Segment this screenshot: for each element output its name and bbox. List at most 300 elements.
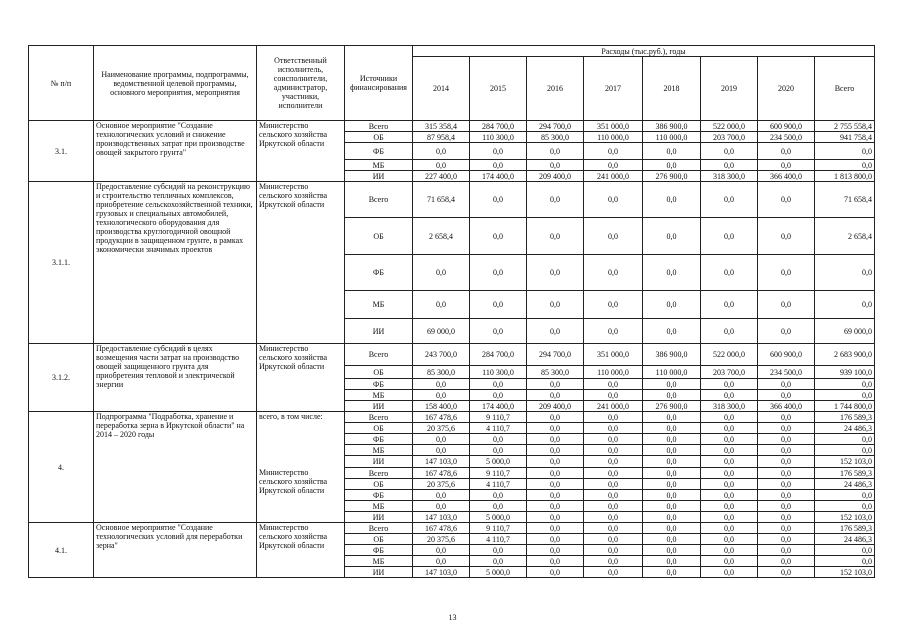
expense-value: 147 103,0	[413, 456, 470, 468]
expense-value: 0,0	[643, 434, 701, 445]
expense-value: 9 110,7	[470, 412, 527, 423]
header-num: № п/п	[29, 46, 94, 121]
expense-value: 0,0	[758, 412, 815, 423]
expense-value: 0,0	[470, 490, 527, 501]
expense-value: 5 000,0	[470, 567, 527, 578]
year-header: 2020	[758, 57, 815, 121]
expense-value: 0,0	[527, 423, 584, 434]
row-executor: Министерство сельского хозяйства Иркутской области	[257, 121, 345, 182]
expense-value: 174 400,0	[470, 171, 527, 182]
expense-total: 2 658,4	[815, 218, 875, 255]
expense-value: 243 700,0	[413, 344, 470, 366]
expense-value: 227 400,0	[413, 171, 470, 182]
expense-value: 0,0	[643, 556, 701, 567]
expense-value: 0,0	[643, 512, 701, 523]
funding-source: Всего	[345, 121, 413, 132]
expense-value: 20 375,6	[413, 423, 470, 434]
expense-value: 0,0	[527, 182, 584, 218]
expense-value: 71 658,4	[413, 182, 470, 218]
header-expenses: Расходы (тыс.руб.), годы	[413, 46, 875, 57]
expense-value: 0,0	[758, 479, 815, 490]
expense-value: 0,0	[758, 434, 815, 445]
expense-value: 0,0	[413, 545, 470, 556]
expense-total: 24 486,3	[815, 423, 875, 434]
expense-value: 85 300,0	[527, 132, 584, 143]
total-header: Всего	[815, 57, 875, 121]
funding-source: ОБ	[345, 366, 413, 379]
expense-value: 0,0	[701, 490, 758, 501]
expense-total: 0,0	[815, 379, 875, 390]
funding-source: МБ	[345, 390, 413, 401]
expense-value: 0,0	[527, 479, 584, 490]
expense-value: 85 300,0	[413, 366, 470, 379]
expense-total: 0,0	[815, 501, 875, 512]
expense-total: 0,0	[815, 160, 875, 171]
expense-value: 276 900,0	[643, 401, 701, 412]
row-number: 3.1.2.	[29, 344, 94, 412]
expense-value: 0,0	[758, 512, 815, 523]
expense-value: 0,0	[643, 423, 701, 434]
expense-value: 276 900,0	[643, 171, 701, 182]
expense-total: 176 589,3	[815, 412, 875, 423]
expense-value: 167 478,6	[413, 468, 470, 479]
expense-value: 0,0	[701, 379, 758, 390]
expense-value: 0,0	[701, 255, 758, 291]
expense-value: 0,0	[584, 445, 643, 456]
expense-value: 0,0	[584, 456, 643, 468]
expense-total: 0,0	[815, 255, 875, 291]
expense-value: 0,0	[584, 534, 643, 545]
expense-value: 0,0	[413, 379, 470, 390]
expense-value: 0,0	[470, 160, 527, 171]
expense-value: 9 110,7	[470, 468, 527, 479]
expense-total: 71 658,4	[815, 182, 875, 218]
expense-value: 0,0	[527, 468, 584, 479]
expense-value: 0,0	[527, 379, 584, 390]
expense-value: 0,0	[470, 182, 527, 218]
expense-value: 0,0	[584, 182, 643, 218]
header-name: Наименование программы, подпрограммы, ведомственной целевой программы, основного мероприятия, мероприятия	[94, 46, 257, 121]
expense-value: 0,0	[701, 143, 758, 160]
expense-value: 0,0	[584, 218, 643, 255]
expense-total: 24 486,3	[815, 534, 875, 545]
table-row	[29, 523, 875, 534]
funding-source: МБ	[345, 445, 413, 456]
expense-value: 0,0	[643, 390, 701, 401]
row-executor: Министерство сельского хозяйства Иркутской области	[257, 182, 345, 344]
expense-value: 0,0	[584, 255, 643, 291]
expense-value: 0,0	[643, 468, 701, 479]
funding-source: ФБ	[345, 255, 413, 291]
expense-value: 4 110,7	[470, 534, 527, 545]
expense-value: 0,0	[527, 319, 584, 344]
funding-source: МБ	[345, 291, 413, 319]
expense-value: 0,0	[643, 567, 701, 578]
expense-value: 0,0	[758, 556, 815, 567]
funding-source: ОБ	[345, 534, 413, 545]
expense-value: 284 700,0	[470, 344, 527, 366]
expense-value: 20 375,6	[413, 479, 470, 490]
expense-total: 2 683 900,0	[815, 344, 875, 366]
expense-value: 0,0	[758, 567, 815, 578]
expense-value: 0,0	[584, 160, 643, 171]
expense-value: 0,0	[758, 291, 815, 319]
funding-source: ФБ	[345, 545, 413, 556]
expense-value: 0,0	[527, 218, 584, 255]
expense-value: 0,0	[701, 556, 758, 567]
row-name: Подпрограмма "Подработка, хранение и переработка зерна в Иркутской области" на 2014 – 2020 годы	[94, 412, 257, 523]
expense-value: 366 400,0	[758, 171, 815, 182]
expense-value: 0,0	[527, 556, 584, 567]
expense-value: 0,0	[470, 556, 527, 567]
funding-source: ИИ	[345, 171, 413, 182]
expense-value: 0,0	[643, 412, 701, 423]
expense-value: 351 000,0	[584, 121, 643, 132]
expense-value: 0,0	[584, 379, 643, 390]
row-name: Предоставление субсидий в целях возмещения части затрат на производство овощей защищенного грунта для приобретения тепловой и электрической энергии	[94, 344, 257, 412]
expense-value: 0,0	[470, 379, 527, 390]
expense-value: 0,0	[527, 490, 584, 501]
expense-value: 110 000,0	[643, 366, 701, 379]
year-header: 2014	[413, 57, 470, 121]
funding-source: ОБ	[345, 423, 413, 434]
year-header: 2017	[584, 57, 643, 121]
expense-value: 351 000,0	[584, 344, 643, 366]
expense-value: 0,0	[701, 319, 758, 344]
expense-value: 0,0	[470, 390, 527, 401]
expense-value: 0,0	[701, 423, 758, 434]
funding-source: МБ	[345, 160, 413, 171]
row-name: Предоставление субсидий на реконструкцию и строительство тепличных комплексов, приобретение сельскохозяйственной техники, грузовых и специальных автомобилей, технологического оборудования для производства круглогодичной овощной продукции в защищенном грунте, в рамках экономически значимых проектов	[94, 182, 257, 344]
expense-value: 0,0	[527, 567, 584, 578]
expense-value: 0,0	[643, 160, 701, 171]
expense-value: 0,0	[758, 545, 815, 556]
expense-value: 234 500,0	[758, 366, 815, 379]
expense-value: 0,0	[758, 255, 815, 291]
expense-value: 0,0	[758, 390, 815, 401]
year-header: 2019	[701, 57, 758, 121]
expense-total: 152 103,0	[815, 512, 875, 523]
expense-value: 318 300,0	[701, 171, 758, 182]
row-number: 3.1.1.	[29, 182, 94, 344]
row-number: 3.1.	[29, 121, 94, 182]
expense-value: 69 000,0	[413, 319, 470, 344]
funding-source: ИИ	[345, 319, 413, 344]
funding-source: Всего	[345, 523, 413, 534]
expense-value: 0,0	[758, 468, 815, 479]
expense-value: 5 000,0	[470, 512, 527, 523]
expense-value: 0,0	[527, 291, 584, 319]
expense-value: 522 000,0	[701, 344, 758, 366]
funding-source: ИИ	[345, 512, 413, 523]
expense-value: 0,0	[643, 255, 701, 291]
expense-total: 0,0	[815, 434, 875, 445]
expense-value: 0,0	[701, 291, 758, 319]
expense-value: 0,0	[643, 291, 701, 319]
expense-value: 110 000,0	[643, 132, 701, 143]
expense-value: 0,0	[527, 390, 584, 401]
expense-value: 174 400,0	[470, 401, 527, 412]
expense-value: 110 000,0	[584, 132, 643, 143]
expense-value: 241 000,0	[584, 171, 643, 182]
expense-value: 315 358,4	[413, 121, 470, 132]
expense-value: 0,0	[470, 434, 527, 445]
funding-source: ФБ	[345, 143, 413, 160]
expense-value: 110 300,0	[470, 366, 527, 379]
expense-value: 147 103,0	[413, 567, 470, 578]
expense-value: 0,0	[527, 456, 584, 468]
expense-value: 600 900,0	[758, 344, 815, 366]
expense-value: 20 375,6	[413, 534, 470, 545]
expense-value: 0,0	[701, 160, 758, 171]
expense-value: 0,0	[701, 182, 758, 218]
expense-value: 0,0	[584, 479, 643, 490]
expense-value: 0,0	[758, 534, 815, 545]
expense-value: 0,0	[584, 468, 643, 479]
expense-value: 0,0	[643, 445, 701, 456]
row-number: 4.1.	[29, 523, 94, 578]
expense-value: 294 700,0	[527, 121, 584, 132]
expense-value: 0,0	[527, 445, 584, 456]
expense-total: 176 589,3	[815, 468, 875, 479]
year-header: 2018	[643, 57, 701, 121]
expense-value: 0,0	[470, 545, 527, 556]
expense-value: 0,0	[584, 423, 643, 434]
expense-value: 0,0	[413, 501, 470, 512]
expense-value: 0,0	[527, 534, 584, 545]
year-header: 2016	[527, 57, 584, 121]
expense-value: 85 300,0	[527, 366, 584, 379]
expense-value: 0,0	[643, 534, 701, 545]
funding-source: ОБ	[345, 132, 413, 143]
expense-value: 4 110,7	[470, 479, 527, 490]
expense-total: 0,0	[815, 556, 875, 567]
expense-value: 0,0	[527, 512, 584, 523]
expense-total: 0,0	[815, 545, 875, 556]
expense-value: 0,0	[701, 567, 758, 578]
expense-value: 0,0	[470, 319, 527, 344]
expense-value: 0,0	[584, 501, 643, 512]
row-executor: Министерство сельского хозяйства Иркутской области	[257, 344, 345, 412]
row-number: 4.	[29, 412, 94, 523]
table-row	[29, 412, 875, 423]
expense-value: 0,0	[527, 412, 584, 423]
expense-value: 147 103,0	[413, 512, 470, 523]
expense-value: 0,0	[701, 534, 758, 545]
expense-value: 366 400,0	[758, 401, 815, 412]
funding-source: ОБ	[345, 218, 413, 255]
row-executor: Министерство сельского хозяйства Иркутской области	[257, 468, 345, 523]
expense-value: 522 000,0	[701, 121, 758, 132]
funding-source: ФБ	[345, 434, 413, 445]
expense-value: 0,0	[527, 501, 584, 512]
expense-value: 0,0	[413, 390, 470, 401]
expense-total: 24 486,3	[815, 479, 875, 490]
expense-value: 0,0	[527, 545, 584, 556]
expense-total: 1 744 800,0	[815, 401, 875, 412]
expense-value: 5 000,0	[470, 456, 527, 468]
row-executor: Министерство сельского хозяйства Иркутской области	[257, 523, 345, 578]
funding-source: ИИ	[345, 401, 413, 412]
expense-value: 0,0	[527, 434, 584, 445]
expense-value: 0,0	[413, 490, 470, 501]
expense-value: 0,0	[758, 160, 815, 171]
expense-value: 0,0	[643, 456, 701, 468]
expense-value: 0,0	[643, 143, 701, 160]
expense-value: 0,0	[584, 291, 643, 319]
funding-source: Всего	[345, 468, 413, 479]
expense-value: 0,0	[584, 512, 643, 523]
expense-value: 0,0	[470, 445, 527, 456]
expense-value: 0,0	[701, 218, 758, 255]
expense-value: 318 300,0	[701, 401, 758, 412]
expense-value: 386 900,0	[643, 344, 701, 366]
expense-value: 0,0	[758, 445, 815, 456]
page-number: 13	[448, 613, 457, 622]
funding-source: Всего	[345, 412, 413, 423]
header-source: Источники финансирования	[345, 46, 413, 121]
expense-value: 0,0	[643, 182, 701, 218]
expense-value: 87 958,4	[413, 132, 470, 143]
expense-value: 0,0	[758, 218, 815, 255]
year-header: 2015	[470, 57, 527, 121]
expense-value: 0,0	[413, 556, 470, 567]
expense-value: 0,0	[584, 319, 643, 344]
row-name: Основное мероприятие "Создание технологических условий для переработки зерна"	[94, 523, 257, 578]
expense-value: 110 300,0	[470, 132, 527, 143]
expense-total: 69 000,0	[815, 319, 875, 344]
expense-value: 0,0	[413, 255, 470, 291]
funding-source: ИИ	[345, 456, 413, 468]
expenses-table	[28, 45, 875, 578]
expense-value: 4 110,7	[470, 423, 527, 434]
expense-total: 1 813 800,0	[815, 171, 875, 182]
expense-value: 0,0	[758, 523, 815, 534]
expense-value: 0,0	[413, 143, 470, 160]
funding-source: МБ	[345, 556, 413, 567]
expense-value: 284 700,0	[470, 121, 527, 132]
expense-value: 158 400,0	[413, 401, 470, 412]
expense-value: 0,0	[701, 412, 758, 423]
expense-value: 0,0	[584, 523, 643, 534]
expense-value: 0,0	[643, 319, 701, 344]
expense-value: 0,0	[584, 412, 643, 423]
expense-total: 941 758,4	[815, 132, 875, 143]
expense-value: 0,0	[413, 445, 470, 456]
expense-value: 0,0	[758, 490, 815, 501]
expense-value: 0,0	[701, 479, 758, 490]
row-name: Основное мероприятие "Создание технологических условий и снижение производственных затрат при производстве овощей закрытого грунта"	[94, 121, 257, 182]
expense-total: 2 755 558,4	[815, 121, 875, 132]
expense-value: 0,0	[584, 567, 643, 578]
expense-value: 0,0	[643, 545, 701, 556]
expense-value: 0,0	[470, 218, 527, 255]
expense-value: 0,0	[643, 479, 701, 490]
table-row	[29, 182, 875, 218]
expense-value: 0,0	[413, 160, 470, 171]
expense-value: 0,0	[701, 501, 758, 512]
expense-value: 9 110,7	[470, 523, 527, 534]
header-executor: Ответственный исполнитель, соисполнители, администратор, участники, исполнители	[257, 46, 345, 121]
expense-value: 0,0	[701, 523, 758, 534]
expense-total: 939 100,0	[815, 366, 875, 379]
funding-source: ИИ	[345, 567, 413, 578]
expense-value: 167 478,6	[413, 523, 470, 534]
expense-value: 2 658,4	[413, 218, 470, 255]
funding-source: ФБ	[345, 379, 413, 390]
table-row	[29, 344, 875, 366]
expense-total: 0,0	[815, 291, 875, 319]
expense-value: 0,0	[413, 434, 470, 445]
expense-value: 234 500,0	[758, 132, 815, 143]
expense-value: 0,0	[701, 456, 758, 468]
expense-value: 0,0	[413, 291, 470, 319]
funding-source: ФБ	[345, 490, 413, 501]
expense-value: 0,0	[701, 468, 758, 479]
expense-value: 0,0	[758, 379, 815, 390]
expense-value: 241 000,0	[584, 401, 643, 412]
expense-total: 152 103,0	[815, 567, 875, 578]
expense-value: 0,0	[758, 501, 815, 512]
expense-value: 0,0	[527, 160, 584, 171]
expense-total: 0,0	[815, 390, 875, 401]
funding-source: МБ	[345, 501, 413, 512]
expense-value: 0,0	[470, 255, 527, 291]
expense-value: 0,0	[643, 501, 701, 512]
expense-value: 0,0	[758, 319, 815, 344]
expense-value: 203 700,0	[701, 132, 758, 143]
expense-total: 152 103,0	[815, 456, 875, 468]
expense-value: 0,0	[643, 379, 701, 390]
expense-value: 0,0	[584, 545, 643, 556]
expense-value: 294 700,0	[527, 344, 584, 366]
table-row	[29, 121, 875, 132]
row-executor: всего, в том числе:	[257, 412, 345, 468]
expense-value: 0,0	[701, 445, 758, 456]
expense-value: 0,0	[584, 556, 643, 567]
expense-value: 0,0	[527, 255, 584, 291]
expense-value: 0,0	[527, 143, 584, 160]
expense-value: 0,0	[758, 456, 815, 468]
expense-value: 0,0	[584, 490, 643, 501]
funding-source: Всего	[345, 344, 413, 366]
expense-value: 0,0	[643, 218, 701, 255]
expense-value: 0,0	[470, 291, 527, 319]
funding-source: ОБ	[345, 479, 413, 490]
expense-value: 0,0	[584, 390, 643, 401]
expense-value: 0,0	[701, 512, 758, 523]
expense-value: 167 478,6	[413, 412, 470, 423]
expense-value: 0,0	[758, 143, 815, 160]
expense-total: 0,0	[815, 490, 875, 501]
funding-source: Всего	[345, 182, 413, 218]
expense-value: 0,0	[643, 523, 701, 534]
expense-value: 0,0	[701, 390, 758, 401]
expense-value: 0,0	[527, 523, 584, 534]
expense-value: 0,0	[584, 434, 643, 445]
expense-value: 209 400,0	[527, 401, 584, 412]
expense-total: 0,0	[815, 445, 875, 456]
expense-total: 176 589,3	[815, 523, 875, 534]
expense-total: 0,0	[815, 143, 875, 160]
expense-value: 0,0	[758, 182, 815, 218]
expense-value: 209 400,0	[527, 171, 584, 182]
expense-value: 0,0	[758, 423, 815, 434]
expense-value: 0,0	[470, 501, 527, 512]
expense-value: 0,0	[470, 143, 527, 160]
expense-value: 0,0	[701, 545, 758, 556]
expense-value: 110 000,0	[584, 366, 643, 379]
